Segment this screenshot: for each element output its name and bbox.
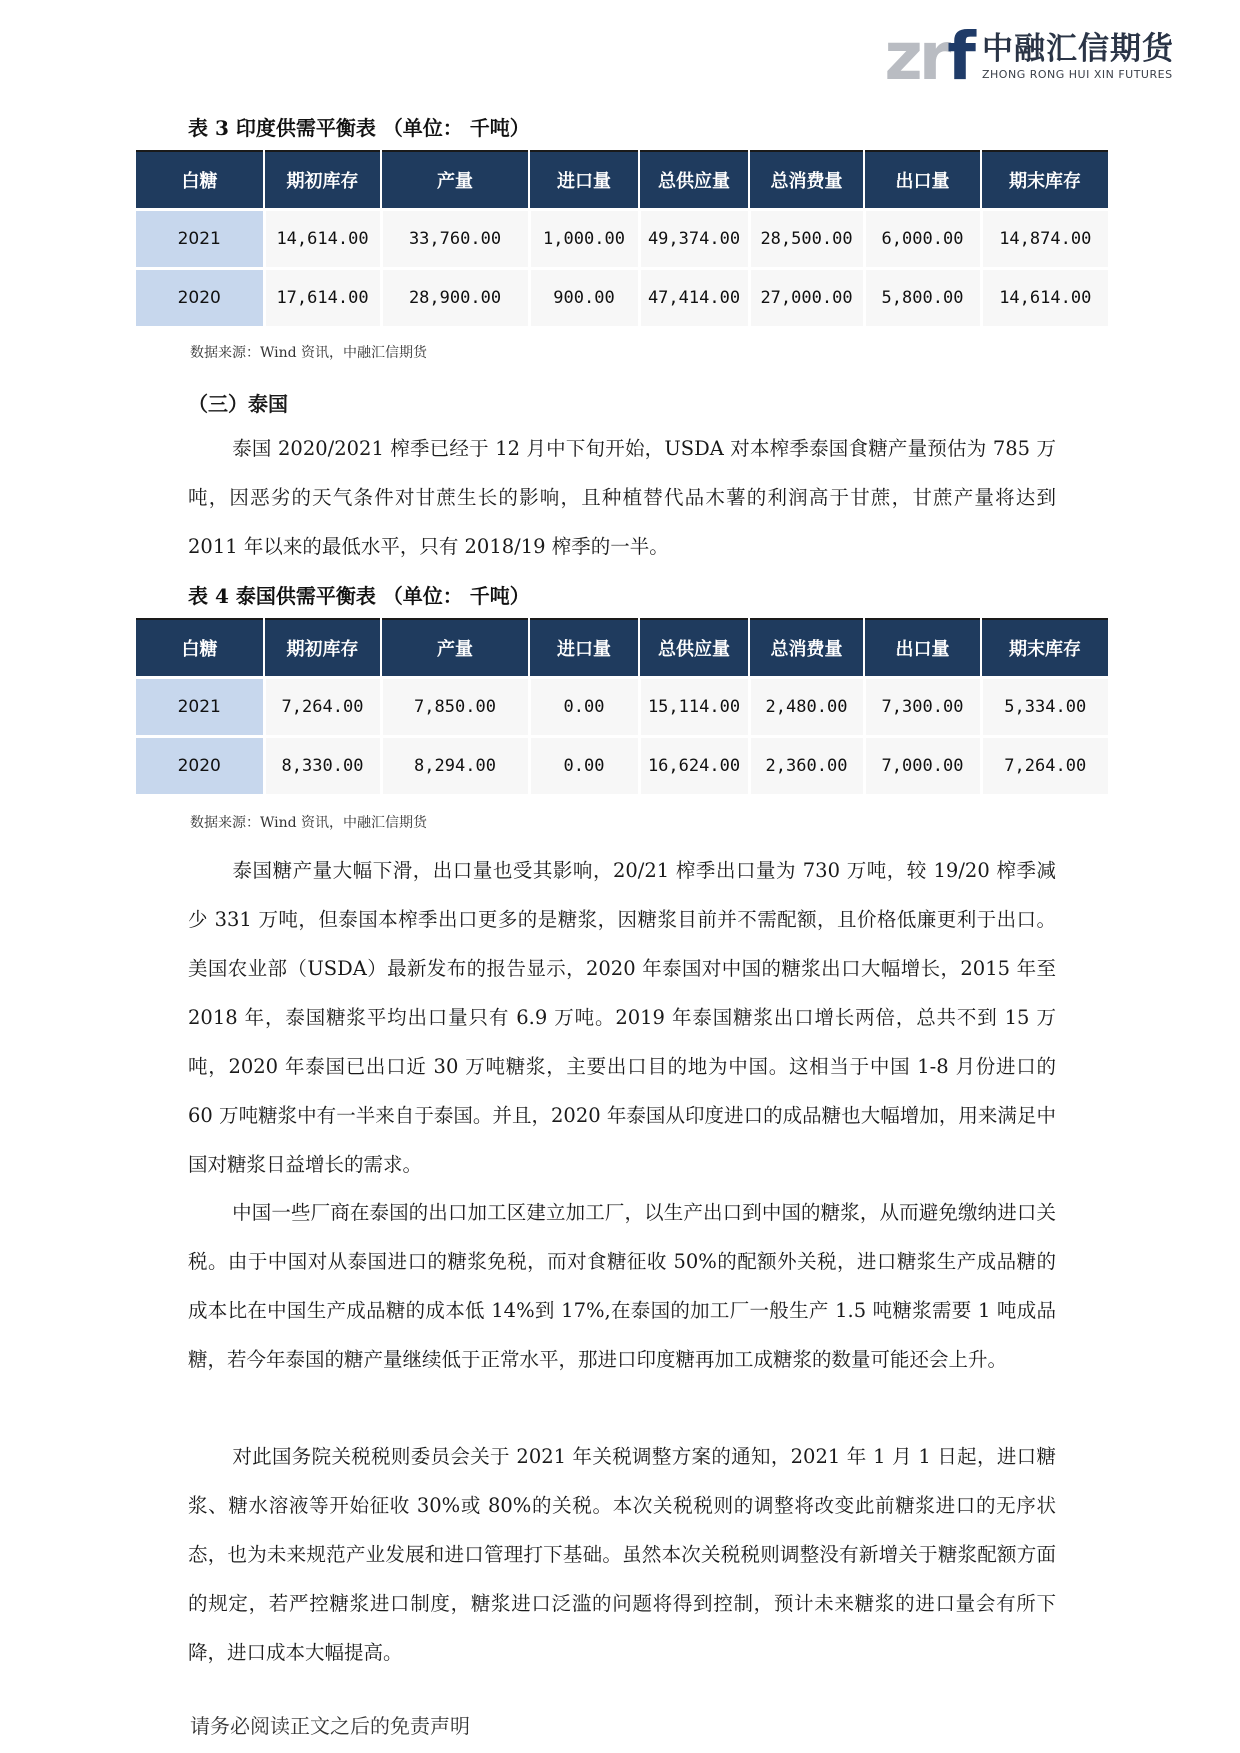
table-cell: 27,000.00 [749,269,864,327]
table-cell: 7,264.00 [981,737,1108,795]
col-header: 进口量 [529,151,639,210]
col-header: 期初库存 [264,619,381,678]
table-cell: 49,374.00 [639,210,749,269]
paragraph: 泰国 2020/2021 榨季已经于 12 月中下旬开始，USDA 对本榨季泰国食糖产量预估为 785 万吨，因恶劣的天气条件对甘蔗生长的影响，且种植替代品木薯的利润高于甘蔗，甘蔗产量将达到 2011 年以来的最低水平，只有 2018/19 榨季的一半。 [188,437,1056,558]
table-cell: 14,614.00 [981,269,1108,327]
table4-source: 数据来源：Wind 资讯，中融汇信期货 [190,815,428,831]
table-cell: 7,264.00 [264,678,381,737]
table-row [136,210,1108,269]
table-cell: 6,000.00 [864,210,981,269]
table-cell: 8,330.00 [264,737,381,795]
col-header: 总消费量 [749,619,864,678]
table-cell: 17,614.00 [264,269,381,327]
paragraph: 中国一些厂商在泰国的出口加工区建立加工厂，以生产出口到中国的糖浆，从而避免缴纳进口关税。由于中国对从泰国进口的糖浆免税，而对食糖征收 50%的配额外关税，进口糖浆生产成品糖的成本比在中国生产成品糖的成本低 14%到 17%,在泰国的加工厂一般生产 1.5 吨糖浆需要 1 吨成品糖，若今年泰国的糖产量继续低于正常水平，那进口印度糖再加工成糖浆的数量可能还会上升。 [188,1201,1056,1371]
paragraph: 对此国务院关税税则委员会关于 2021 年关税调整方案的通知，2021 年 1 月 1 日起，进口糖浆、糖水溶液等开始征收 30%或 80%的关税。本次关税税则的调整将改变此前糖浆进口的无序状态，也为未来规范产业发展和进口管理打下基础。虽然本次关税税则调整没有新增关于糖浆配额方面的规定，若严控糖浆进口制度，糖浆进口泛滥的问题将得到控制，预计未来糖浆的进口量会有所下降，进口成本大幅提高。 [188,1445,1056,1664]
table-cell: 14,874.00 [981,210,1108,269]
table-cell: 2021 [136,678,264,737]
table-header-row [136,151,1108,210]
company-name-en: ZHONG RONG HUI XIN FUTURES [982,67,1173,81]
col-header: 白糖 [136,619,264,678]
table3-caption: 表 3 印度供需平衡表 （单位： 千吨） [188,116,530,140]
table-cell: 47,414.00 [639,269,749,327]
table3-source: 数据来源：Wind 资讯，中融汇信期货 [190,345,428,361]
col-header: 总供应量 [639,151,749,210]
table-cell: 2021 [136,210,264,269]
table-cell: 2,360.00 [749,737,864,795]
table4-caption: 表 4 泰国供需平衡表 （单位： 千吨） [188,584,530,608]
table-cell: 33,760.00 [381,210,529,269]
table-cell: 5,334.00 [981,678,1108,737]
table-row [136,737,1108,795]
col-header: 期末库存 [981,619,1108,678]
table-cell: 28,900.00 [381,269,529,327]
company-name-cn: 中融汇信期货 [982,31,1174,68]
table-cell: 16,624.00 [639,737,749,795]
table-cell: 15,114.00 [639,678,749,737]
thailand-balance-table [136,618,1108,794]
table-cell: 0.00 [529,737,639,795]
table-cell: 8,294.00 [381,737,529,795]
table-cell: 14,614.00 [264,210,381,269]
disclaimer-footer: 请务必阅读正文之后的免责声明 [190,1714,470,1738]
table-header-row [136,619,1108,678]
table-cell: 0.00 [529,678,639,737]
table-cell: 2020 [136,269,264,327]
table-cell: 1,000.00 [529,210,639,269]
col-header: 进口量 [529,619,639,678]
table-row [136,269,1108,327]
col-header: 总供应量 [639,619,749,678]
col-header: 产量 [381,619,529,678]
paragraph: 泰国糖产量大幅下滑，出口量也受其影响，20/21 榨季出口量为 730 万吨，较 19/20 榨季减少 331 万吨，但泰国本榨季出口更多的是糖浆，因糖浆目前并不需配额，且价格低廉更利于出口。美国农业部（USDA）最新发布的报告显示，2020 年泰国对中国的糖浆出口大幅增长，2015 年至 2018 年，泰国糖浆平均出口量只有 6.9 万吨。2019 年泰国糖浆出口增长两倍，总共不到 15 万吨，2020 年泰国已出口近 30 万吨糖浆，主要出口目的地为中国。这相当于中国 1-8 月份进口的 60 万吨糖浆中有一半来自于泰国。并且，2020 年泰国从印度进口的成品糖也大幅增加，用来满足中国对糖浆日益增长的需求。 [188,859,1056,1176]
table-cell: 2020 [136,737,264,795]
col-header: 产量 [381,151,529,210]
company-logo [884,18,1174,95]
india-balance-table [136,150,1108,326]
col-header: 出口量 [864,619,981,678]
col-header: 期末库存 [981,151,1108,210]
col-header: 出口量 [864,151,981,210]
table-cell: 7,850.00 [381,678,529,737]
table-cell: 5,800.00 [864,269,981,327]
col-header: 期初库存 [264,151,381,210]
table-cell: 2,480.00 [749,678,864,737]
table-cell: 7,000.00 [864,737,981,795]
table-cell: 28,500.00 [749,210,864,269]
table-row [136,678,1108,737]
table-cell: 900.00 [529,269,639,327]
col-header: 总消费量 [749,151,864,210]
table-cell: 7,300.00 [864,678,981,737]
col-header: 白糖 [136,151,264,210]
logo-mark: zrf [884,18,972,95]
section-heading: （三）泰国 [188,392,288,416]
